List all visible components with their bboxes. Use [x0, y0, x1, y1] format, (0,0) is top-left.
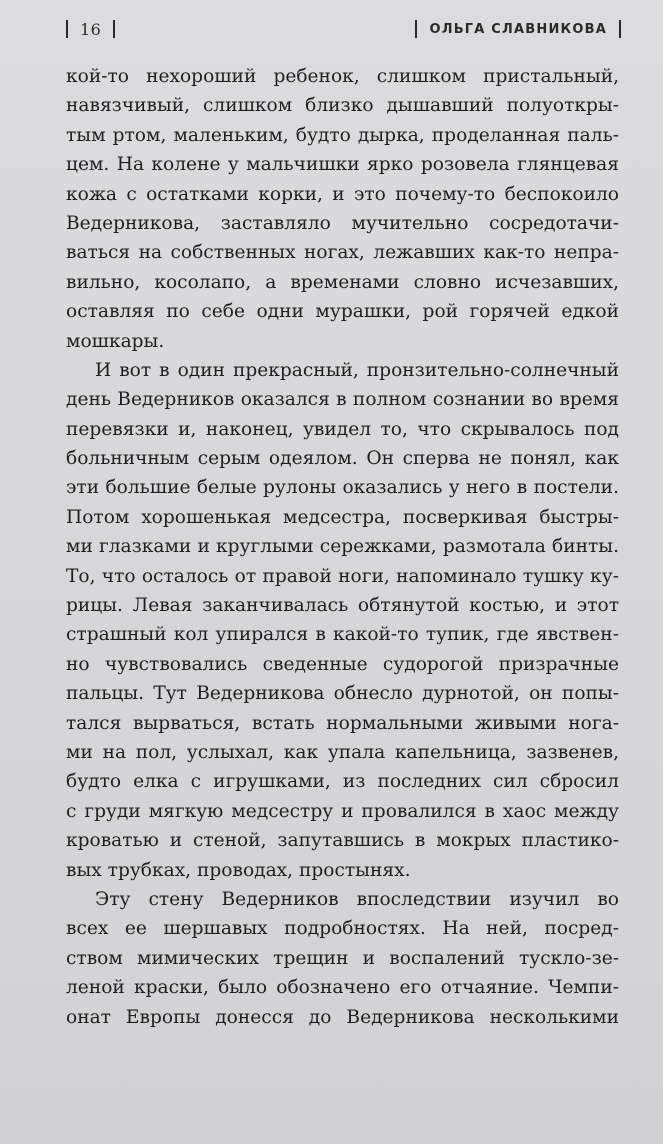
page-number-block [66, 20, 127, 39]
text-line: пальцы. Тут Ведерникова обнесло дурнотой, он попы- [66, 683, 619, 705]
text-line: эти большие белые рулоны оказались у него в постели. [66, 477, 619, 499]
text-line: перевязки и, наконец, увидел то, что скрывалось под [66, 418, 619, 440]
text-line: вильно, косолапо, а временами словно исчезавших, [66, 271, 619, 293]
text-line: тым ртом, маленьким, будто дырка, проделанная паль- [66, 124, 619, 146]
header-divider-left [113, 20, 115, 38]
text-line: мошкары. [66, 330, 165, 352]
text-line: Эту стену Ведерников впоследствии изучил во [95, 888, 619, 910]
text-line: вых трубках, проводах, простынях. [66, 859, 411, 881]
running-header [66, 14, 621, 44]
author-name: ОЛЬГА СЛАВНИКОВА [429, 21, 607, 37]
text-line: день Ведерников оказался в полном сознании во время [66, 389, 619, 411]
text-line: с груди мягкую медсестру и провалился в хаос между [66, 800, 619, 822]
author-block [403, 20, 621, 38]
text-line: тался вырваться, встать нормальными живыми нога- [66, 712, 619, 734]
text-line: И вот в один прекрасный, пронзительно-солнечный [95, 359, 619, 381]
text-line: цем. На колене у мальчишки ярко розовела глянцевая [66, 154, 619, 176]
text-line: ми глазками и круглыми сережками, размотала бинты. [66, 536, 619, 558]
text-line: будто елка с игрушками, из последних сил сбросил [66, 771, 619, 793]
text-line: онат Европы донесся до Ведерникова несколькими [66, 1006, 619, 1028]
text-line: страшный кол упирался в какой-то тупик, где явствен- [66, 624, 619, 646]
text-line: леной краски, было обозначено его отчаяние. Чемпи- [66, 977, 619, 999]
text-line: ми на пол, услыхал, как упала капельница, зазвенев, [66, 741, 619, 763]
text-line: кожа с остатками корки, и это почему-то беспокоило [66, 183, 619, 205]
text-line: больничным серым одеялом. Он сперва не понял, как [66, 448, 619, 470]
text-line: кроватью и стеной, запутавшись в мокрых пластико- [66, 830, 619, 852]
text-line: То, что осталось от правой ноги, напоминало тушку ку- [66, 565, 619, 587]
text-line: но чувствовались сведенные судорогой призрачные [66, 653, 619, 675]
text-line: Потом хорошенькая медсестра, посверкивая быстры- [66, 506, 619, 528]
text-line: Ведерникова, заставляло мучительно сосредотачи- [66, 212, 619, 234]
text-line: рицы. Левая заканчивалась обтянутой костью, и этот [66, 595, 619, 617]
text-line: ваться на собственных ногах, лежавших как-то непра- [66, 242, 619, 264]
header-divider-left [66, 20, 68, 38]
text-line: ством мимических трещин и воспалений тускло-зе- [66, 947, 619, 969]
text-line: всех ее шершавых подробностях. На ней, посред- [66, 918, 619, 940]
header-divider-right [619, 20, 621, 38]
text-line: кой-то нехороший ребенок, слишком пристальный, [66, 66, 619, 87]
body-text [66, 62, 619, 1032]
header-divider-right [415, 20, 417, 38]
text-line: навязчивый, слишком близко дышавший полуоткры- [66, 95, 619, 117]
text-line: оставляя по себе одни мурашки, рой горячей едкой [66, 301, 619, 323]
page-number: 16 [80, 19, 102, 39]
